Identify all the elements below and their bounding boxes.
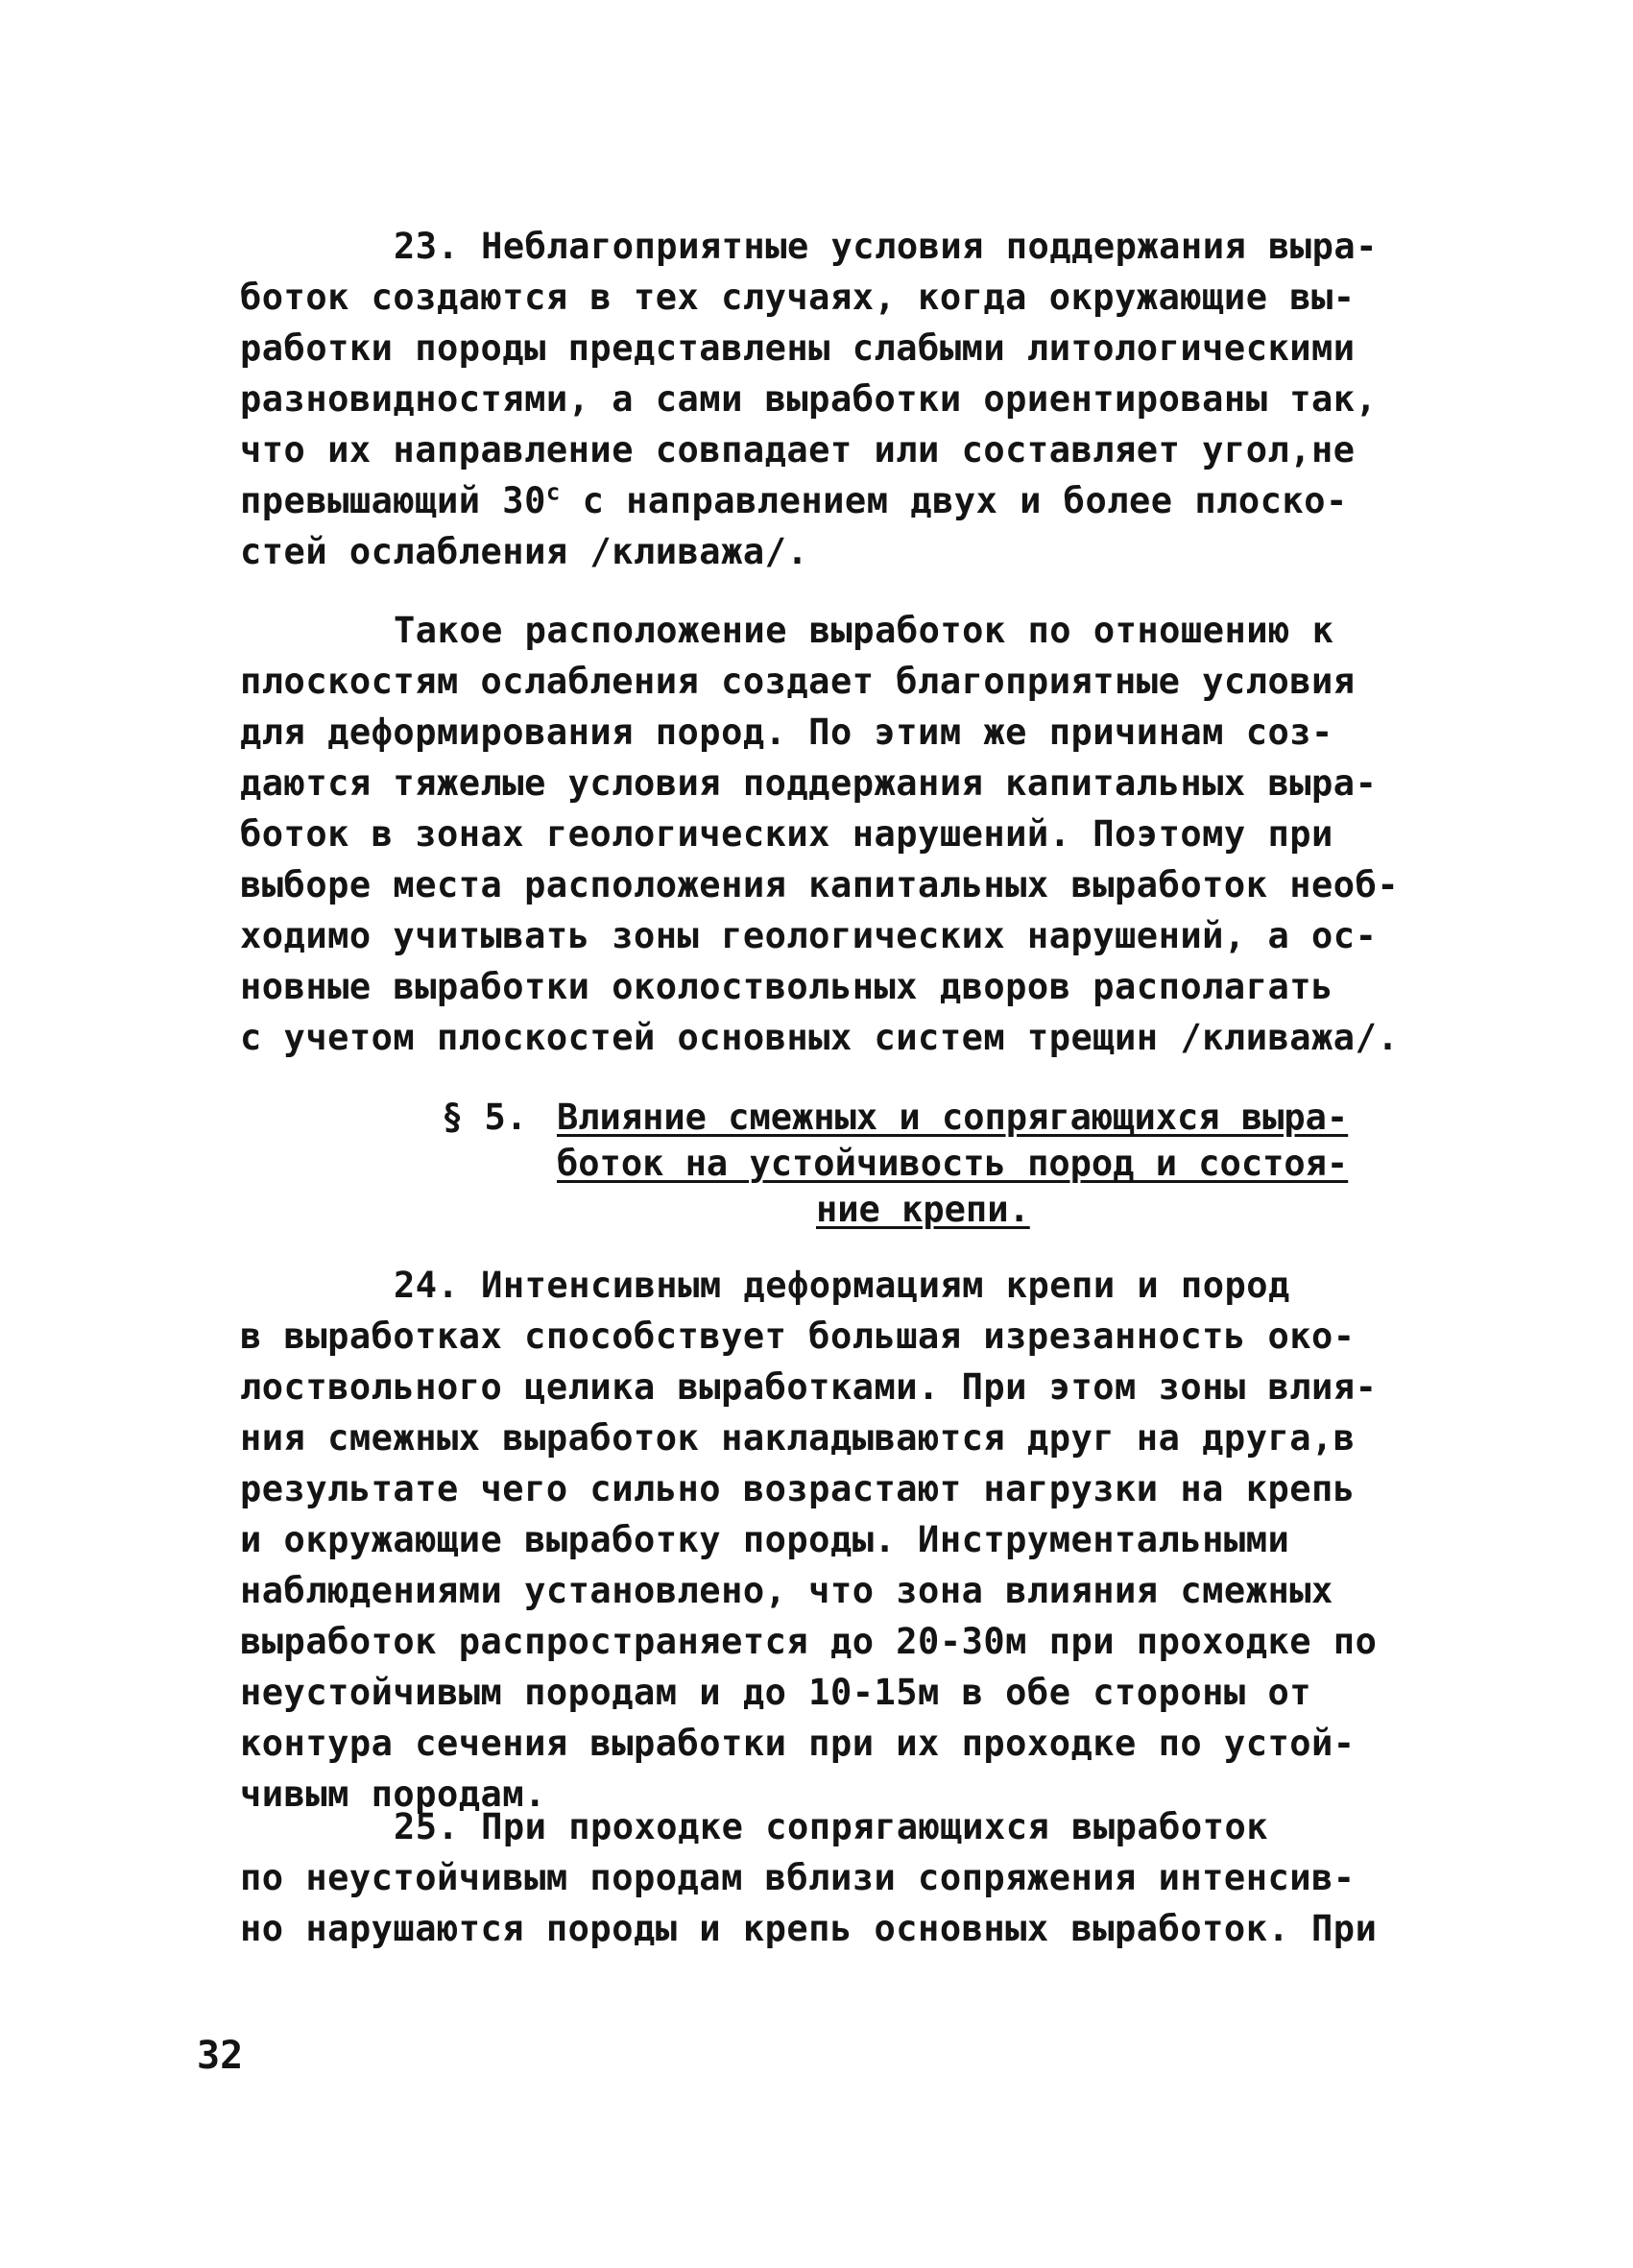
text-line: плоскостям ослабления создает благоприятные условия — [240, 661, 1356, 702]
heading-text: ние крепи. — [816, 1189, 1030, 1230]
text-line: и окружающие выработку породы. Инструментальными — [240, 1519, 1290, 1560]
text-line: даются тяжелые условия поддержания капитальных выра- — [240, 762, 1378, 804]
text-line: ния смежных выработок накладываются друг на друга,в — [240, 1417, 1356, 1459]
text-line: разновидностями, а сами выработки ориентированы так, — [240, 378, 1378, 420]
paragraph-23-continued — [240, 605, 1421, 1063]
text-line — [240, 475, 1421, 526]
text-fragment: с направлением двух и более плоско- — [560, 480, 1348, 521]
text-line: стей ослабления /кливажа/. — [240, 531, 809, 572]
text-line: чивым породам. — [240, 1773, 546, 1815]
heading-line — [442, 1095, 1402, 1141]
paragraph-24 — [240, 1260, 1421, 1820]
superscript: с — [545, 478, 561, 506]
text-fragment: превышающий 30 — [240, 480, 546, 521]
paragraph-23 — [240, 221, 1421, 577]
text-line: выборе места расположения капитальных выработок необ- — [240, 864, 1400, 905]
text-line: работки породы представлены слабыми литологическими — [240, 327, 1356, 369]
heading-line — [442, 1141, 1402, 1187]
text-line: по неустойчивым породам вблизи сопряжения интенсив- — [240, 1857, 1356, 1898]
page-number: 32 — [197, 2034, 244, 2078]
paragraph-25 — [240, 1801, 1421, 1954]
text-line: наблюдениями установлено, что зона влияния смежных — [240, 1570, 1333, 1611]
text-line: но нарушаются породы и крепь основных выработок. При — [240, 1908, 1378, 1949]
text-line: ходимо учитывать зоны геологических нарушений, а ос- — [240, 915, 1378, 956]
text-line: боток создаются в тех случаях, когда окружающие вы- — [240, 277, 1356, 318]
text-line: результате чего сильно возрастают нагрузки на крепь — [240, 1468, 1356, 1509]
heading-line — [442, 1187, 1402, 1233]
text-line: 24. Интенсивным деформациям крепи и пород — [394, 1265, 1290, 1306]
text-line: 23. Неблагоприятные условия поддержания выра- — [394, 226, 1378, 267]
heading-text: боток на устойчивость пород и состоя- — [557, 1143, 1349, 1184]
text-line: контура сечения выработки при их проходке по устой- — [240, 1723, 1356, 1764]
text-line: выработок распространяется до 20-30м при проходке по — [240, 1621, 1378, 1662]
text-line: 25. При проходке сопрягающихся выработок — [394, 1806, 1269, 1847]
text-line: неустойчивым породам и до 10-15м в обе стороны от — [240, 1672, 1312, 1713]
text-line: для деформирования пород. По этим же причинам соз- — [240, 712, 1333, 753]
text-line: в выработках способствует большая изрезанность око- — [240, 1315, 1356, 1357]
text-line: что их направление совпадает или составляет угол,не — [240, 429, 1356, 470]
section-number: § 5. — [442, 1097, 528, 1138]
text-line: боток в зонах геологических нарушений. Поэтому при — [240, 813, 1333, 855]
text-line: новные выработки околоствольных дворов располагать — [240, 966, 1333, 1007]
heading-text: Влияние смежных и сопрягающихся выра- — [557, 1097, 1349, 1138]
text-line: лоствольного целика выработками. При этом зоны влия- — [240, 1366, 1378, 1408]
text-line: с учетом плоскостей основных систем трещин /кливажа/. — [240, 1017, 1400, 1058]
section-heading — [442, 1095, 1402, 1233]
text-line: Такое расположение выработок по отношению к — [394, 610, 1334, 651]
